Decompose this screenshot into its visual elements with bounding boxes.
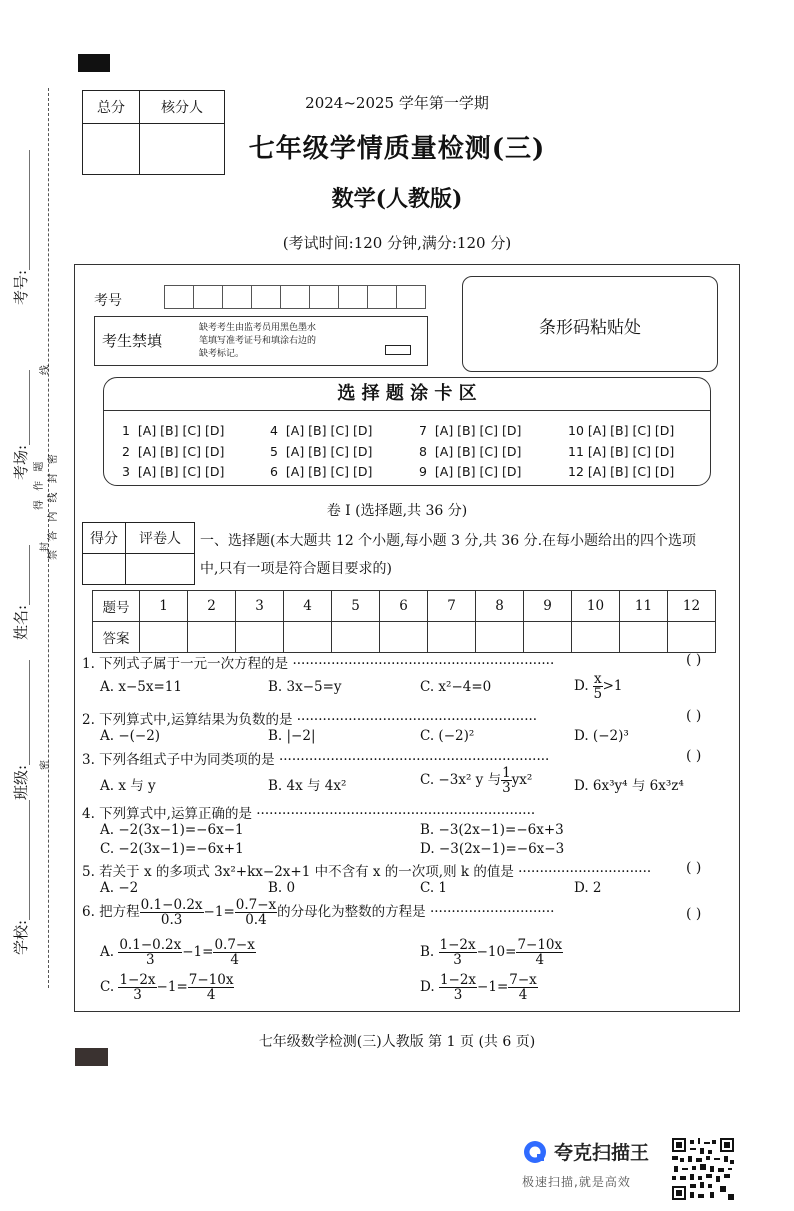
q1-option-b: B. 3x−5=y <box>268 679 342 695</box>
mc-row-2[interactable]: 2 [A] [B] [C] [D] <box>122 444 225 459</box>
exam-no-grid[interactable] <box>165 285 426 309</box>
barcode-area <box>462 276 718 372</box>
mc-row-1[interactable]: 4 [A] [B] [C] [D] <box>270 423 373 438</box>
qr-code-icon <box>672 1138 734 1200</box>
row-label-ans: 答案 <box>93 622 140 653</box>
q5-option-c: C. 1 <box>420 880 448 896</box>
exam-no-label: 考号 <box>94 293 122 309</box>
answer-cell[interactable] <box>524 622 572 653</box>
answer-cell[interactable] <box>140 622 188 653</box>
mc-row-2[interactable]: 8 [A] [B] [C] [D] <box>419 444 522 459</box>
q1-option-c: C. x²−4=0 <box>420 679 492 695</box>
row-label-num: 题号 <box>93 591 140 622</box>
grid-num: 11 <box>620 591 668 622</box>
instructions-1: 一、选择题(本大题共 12 个小题,每小题 3 分,共 36 分.在每小题给出的四个选项 <box>200 533 697 549</box>
q2-option-d: D. (−2)³ <box>574 728 629 744</box>
page-title: 七年级学情质量检测(三) <box>248 134 546 164</box>
notice-text: 缺考考生由监考员用黑色墨水 笔填写准考证号和填涂右边的 缺考标记。 <box>199 323 317 359</box>
q4-option-a: A. −2(3x−1)=−6x−1 <box>100 822 244 838</box>
q3-option-a: A. x 与 y <box>100 778 156 794</box>
registration-mark <box>78 54 110 72</box>
q1-option-a: A. x−5x=11 <box>100 679 182 695</box>
absent-notice <box>94 316 428 366</box>
total-label: 总分 <box>83 91 140 124</box>
brand-slogan: 极速扫描,就是高效 <box>522 1175 631 1189</box>
term: 2024~2025 学年第一学期 <box>305 94 489 112</box>
time-score: (考试时间:120 分钟,满分:120 分) <box>282 234 512 252</box>
q6-option-d: D. $\frac{1-2x}{3}$ −1= $\frac{7-x}{4}$ <box>420 972 537 1004</box>
mc-row-3[interactable]: 12 [A] [B] [C] [D] <box>568 464 675 479</box>
q6-option-c: C. $\frac{1-2x}{3}$ −1= $\frac{7-10x}{4}$ <box>100 972 234 1004</box>
answer-grid <box>92 590 716 653</box>
side-banji: 班级:______________ <box>12 659 30 800</box>
side-feng: 封 <box>40 539 51 552</box>
mc-row-3[interactable]: 9 [A] [B] [C] [D] <box>419 464 522 479</box>
answer-cell[interactable] <box>620 622 668 653</box>
section-title: 卷 I (选择题,共 36 分) <box>326 503 468 519</box>
question-2: 2. 下列算式中,运算结果为负数的是 ························································ <box>82 712 538 728</box>
side-xuexiao: 学校:________________ <box>12 799 30 955</box>
scanner-icon <box>522 1139 548 1165</box>
grid-num: 5 <box>332 591 380 622</box>
q5-option-d: D. 2 <box>574 880 602 896</box>
answer-paren[interactable]: ( ) <box>686 708 702 724</box>
grid-num: 2 <box>188 591 236 622</box>
answer-cell[interactable] <box>572 622 620 653</box>
grid-num: 8 <box>476 591 524 622</box>
q4-option-b: B. −3(2x−1)=−6x+3 <box>420 822 564 838</box>
question-5: 5. 若关于 x 的多项式 3x²+kx−2x+1 中不含有 x 的一次项,则 k 的值是 ······························· <box>82 864 652 880</box>
mc-row-1[interactable]: 1 [A] [B] [C] [D] <box>122 423 225 438</box>
barcode-label: 条形码粘贴处 <box>539 318 641 338</box>
grid-num: 12 <box>668 591 716 622</box>
grid-num: 6 <box>380 591 428 622</box>
side-mi: 密 <box>40 757 51 770</box>
score-cell[interactable] <box>83 554 126 585</box>
absent-mark-box[interactable] <box>385 345 411 355</box>
question-3: 3. 下列各组式子中为同类项的是 ······························································· <box>82 752 550 768</box>
checker-label: 核分人 <box>140 91 225 124</box>
q2-option-a: A. −(−2) <box>100 728 161 744</box>
grader-table <box>82 522 195 585</box>
mc-title: 选 择 题 涂 卡 区 <box>104 378 710 411</box>
grid-num: 9 <box>524 591 572 622</box>
q3-option-d: D. 6x³y⁴ 与 6x³z⁴ <box>574 778 684 794</box>
q6-option-a: A. $\frac{0.1-0.2x}{3}$ −1= $\frac{0.7-x}{4}$ <box>100 937 255 969</box>
q2-option-b: B. |−2| <box>268 728 316 744</box>
notice-label: 考生禁填 <box>102 332 163 350</box>
q6-option-b: B. $\frac{1-2x}{3}$ −10= $\frac{7-10x}{4}$ <box>420 937 563 969</box>
grid-num: 7 <box>428 591 476 622</box>
grader-label: 评卷人 <box>126 523 195 554</box>
answer-cell[interactable] <box>668 622 716 653</box>
q5-option-b: B. 0 <box>268 880 296 896</box>
mc-row-3[interactable]: 6 [A] [B] [C] [D] <box>270 464 373 479</box>
answer-cell[interactable] <box>188 622 236 653</box>
grid-num: 1 <box>140 591 188 622</box>
side-xian: 线 <box>40 362 51 375</box>
mc-row-2[interactable]: 11 [A] [B] [C] [D] <box>568 444 675 459</box>
answer-cell[interactable] <box>428 622 476 653</box>
side-hint2: 得 作 题 <box>34 458 45 510</box>
grid-num: 4 <box>284 591 332 622</box>
mc-row-1[interactable]: 10 [A] [B] [C] [D] <box>568 423 675 438</box>
mc-row-1[interactable]: 7 [A] [B] [C] [D] <box>419 423 522 438</box>
answer-paren[interactable]: ( ) <box>686 652 702 668</box>
q3-option-b: B. 4x 与 4x² <box>268 778 347 794</box>
page-footer: 七年级数学检测(三)人教版 第 1 页 (共 6 页) <box>258 1034 536 1050</box>
question-1: 1. 下列式子属于一元一次方程的是 ····························································· <box>82 656 555 672</box>
scanner-logo <box>522 1138 649 1190</box>
brand-name: 夸克扫描王 <box>554 1142 650 1164</box>
side-kaohao: 考号:________________ <box>12 149 30 305</box>
answer-paren[interactable]: ( ) <box>686 906 702 922</box>
answer-cell[interactable] <box>332 622 380 653</box>
answer-paren[interactable]: ( ) <box>686 748 702 764</box>
question-4: 4. 下列算式中,运算正确的是 ································································· <box>82 806 536 822</box>
answer-paren[interactable]: ( ) <box>686 860 702 876</box>
answer-cell[interactable] <box>476 622 524 653</box>
grid-num: 10 <box>572 591 620 622</box>
question-6: 6. 把方程 $\frac{0.1-0.2x}{0.3}$ −1= $\frac{0.7-x}{0.4}$ 的分母化为整数的方程是 ····························· <box>82 897 555 929</box>
grid-num: 3 <box>236 591 284 622</box>
mc-row-3[interactable]: 3 [A] [B] [C] [D] <box>122 464 225 479</box>
grader-cell[interactable] <box>126 554 195 585</box>
instructions-2: 中,只有一项是符合题目要求的) <box>200 561 392 577</box>
answer-cell[interactable] <box>380 622 428 653</box>
score-label: 得分 <box>83 523 126 554</box>
answer-cell[interactable] <box>284 622 332 653</box>
q5-option-a: A. −2 <box>100 880 139 896</box>
q2-option-c: C. (−2)² <box>420 728 475 744</box>
q4-option-d: D. −3(2x−1)=−6x−3 <box>420 841 565 857</box>
q1-option-d: D. $\frac{x}{5}$ >1 <box>574 671 623 703</box>
answer-cell[interactable] <box>236 622 284 653</box>
mc-row-2[interactable]: 5 [A] [B] [C] [D] <box>270 444 373 459</box>
q4-option-c: C. −2(3x−1)=−6x+1 <box>100 841 244 857</box>
side-kaochang: 考场:__________ <box>12 369 30 480</box>
side-xingming: 姓名:________ <box>12 544 30 640</box>
side-hint1: 禁 答 内 线 封 密 <box>48 451 59 560</box>
q3-option-c: C. −3x² y 与 $\frac{1}{3}$ yx² <box>420 765 533 797</box>
subject: 数学(人教版) <box>331 186 463 212</box>
